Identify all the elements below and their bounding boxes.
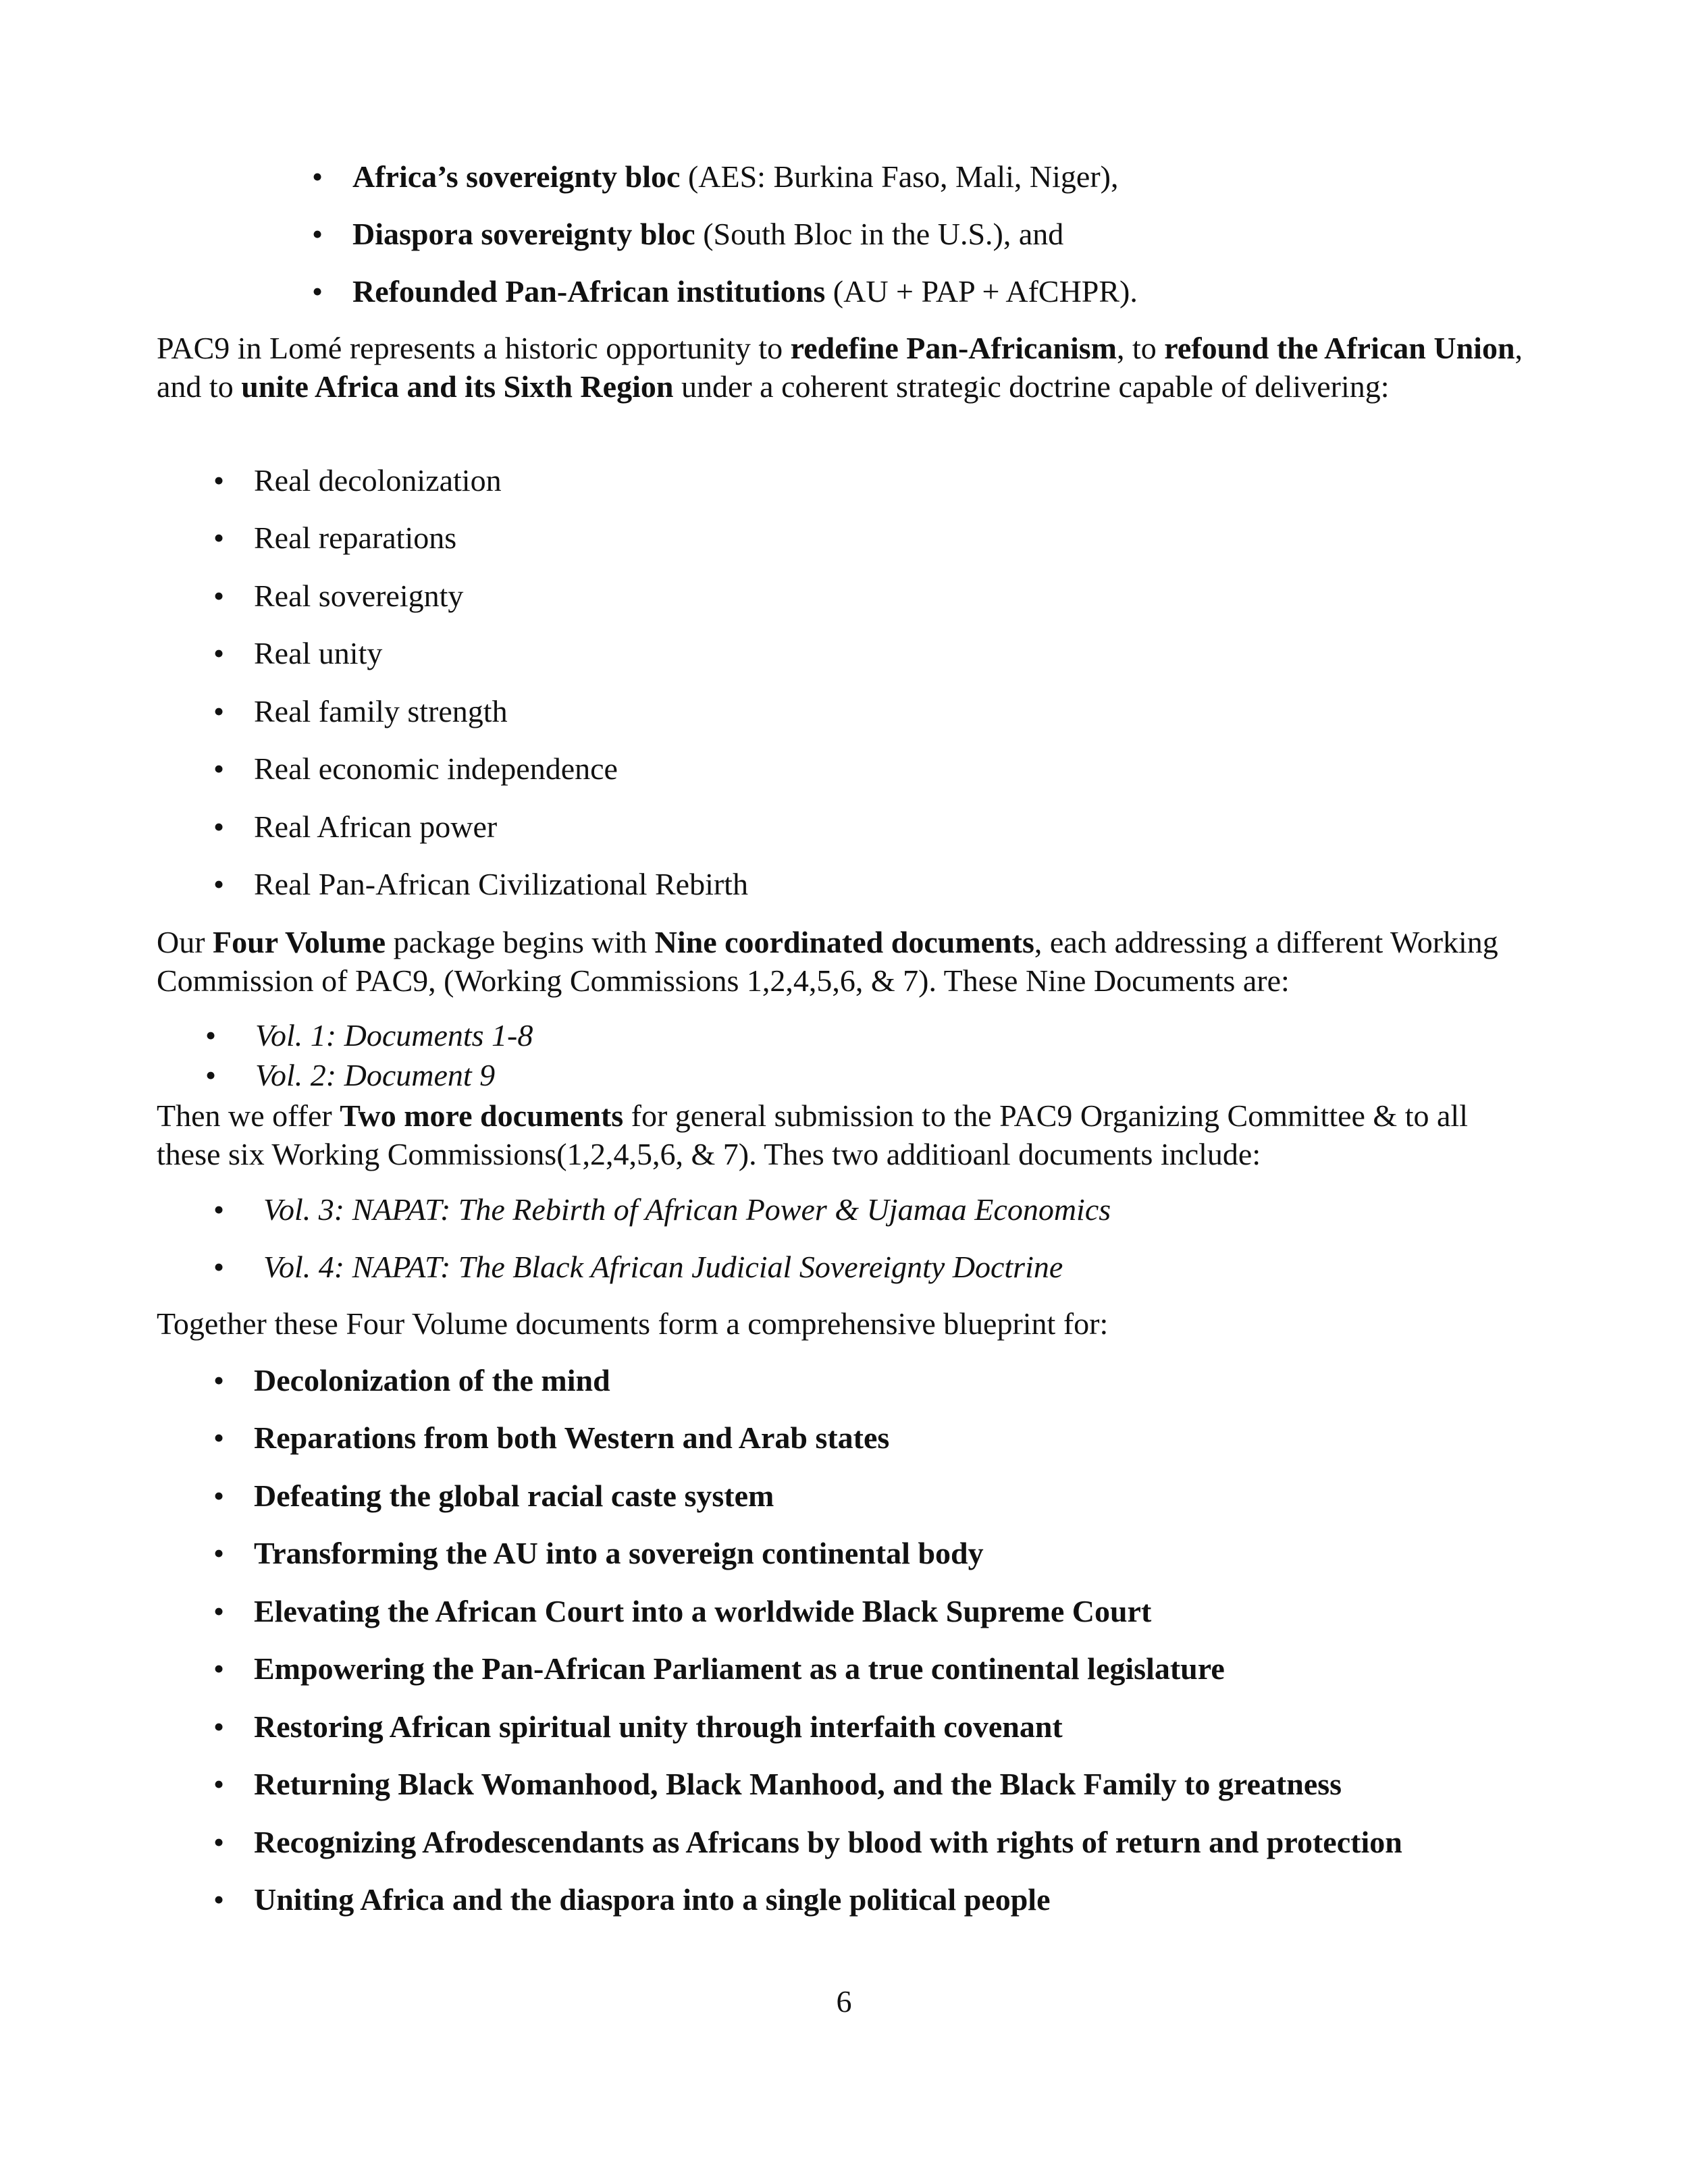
para1-text-4: under a coherent strategic doctrine capable of delivering: [673, 369, 1390, 404]
para1-text-2: , to [1117, 331, 1165, 365]
top-bullet-2-text: (South Bloc in the U.S.), and [695, 217, 1064, 251]
bullet-icon: • [213, 636, 225, 670]
bullet-icon: • [213, 867, 225, 901]
paragraph-together: Together these Four Volume documents form a comprehensive blueprint for: [157, 1306, 1109, 1341]
volume-item-text: Vol. 2: Document 9 [255, 1058, 496, 1092]
blueprint-item [254, 1592, 1151, 1631]
bullet-icon: • [213, 521, 225, 555]
real-list-item: Real African power [254, 809, 498, 844]
para2-bold-2: Nine coordinated documents [654, 925, 1034, 959]
real-list-item: Real family strength [254, 694, 508, 728]
bullet-icon: • [213, 751, 225, 786]
top-bullet-2-bold: Diaspora sovereignty bloc [352, 217, 695, 251]
blueprint-item-text: Restoring African spiritual unity through interfaith covenant [254, 1709, 1063, 1744]
top-bullet-1-text: (AES: Burkina Faso, Mali, Niger), [680, 159, 1119, 194]
volume-item [255, 1056, 495, 1095]
top-bullet-1 [352, 157, 1118, 196]
paragraph-two-more [157, 1096, 1534, 1173]
blueprint-item [254, 1534, 984, 1573]
blueprint-item [254, 1880, 1051, 1919]
volume-item-text: Vol. 4: NAPAT: The Black African Judicial Sovereignty Doctrine [263, 1250, 1063, 1284]
bullet-icon: • [312, 159, 323, 194]
blueprint-item [254, 1707, 1063, 1747]
blueprint-item [254, 1649, 1225, 1688]
blueprint-item [254, 1418, 889, 1458]
top-bullet-2 [352, 215, 1063, 254]
para1-bold-2: refound the African Union [1164, 331, 1515, 365]
bullet-icon: • [213, 1825, 225, 1859]
page-number: 6 [836, 1984, 852, 2019]
blueprint-item-text: Reparations from both Western and Arab states [254, 1420, 890, 1455]
bullet-icon: • [213, 463, 225, 498]
para1-bold-3: unite Africa and its Sixth Region [241, 369, 674, 404]
bullet-icon: • [213, 1767, 225, 1801]
volume-item-text: Vol. 1: Documents 1-8 [255, 1018, 533, 1053]
volume-item [263, 1190, 1111, 1229]
para2-bold-1: Four Volume [213, 925, 386, 959]
blueprint-item-text: Elevating the African Court into a worldwide Black Supreme Court [254, 1594, 1152, 1628]
bullet-icon: • [312, 274, 323, 309]
bullet-icon: • [213, 1250, 225, 1284]
para2-text-3: , each addressing a different Working Commission of PAC9, (Working Commissions 1,2,4,5,6, & 7). These Nine Documents are: [157, 925, 1498, 998]
bullet-icon: • [213, 1479, 225, 1513]
bullet-icon: • [213, 1363, 225, 1397]
blueprint-item-text: Recognizing Afrodescendants as Africans by blood with rights of return and protection [254, 1825, 1402, 1859]
bullet-icon: • [213, 579, 225, 613]
blueprint-item [254, 1765, 1342, 1804]
bullet-icon: • [205, 1018, 217, 1053]
para2-text-2: package begins with [386, 925, 655, 959]
volume-item [255, 1016, 533, 1055]
bullet-icon: • [213, 1420, 225, 1455]
bullet-icon: • [213, 809, 225, 844]
blueprint-item-text: Decolonization of the mind [254, 1363, 610, 1397]
top-bullet-3 [352, 272, 1138, 311]
bullet-icon: • [213, 1651, 225, 1686]
real-list-item: Real sovereignty [254, 579, 464, 613]
para1-bold-1: redefine Pan-Africanism [790, 331, 1117, 365]
real-list-item: Real unity [254, 636, 383, 670]
bullet-icon: • [213, 1882, 225, 1917]
blueprint-item-text: Transforming the AU into a sovereign continental body [254, 1536, 984, 1570]
real-list-item: Real decolonization [254, 463, 502, 498]
para3-bold-1: Two more documents [340, 1098, 624, 1133]
blueprint-item [254, 1361, 610, 1400]
top-bullet-3-text: (AU + PAP + AfCHPR). [825, 274, 1138, 309]
bullet-icon: • [213, 1536, 225, 1570]
blueprint-item-text: Returning Black Womanhood, Black Manhood, and the Black Family to greatness [254, 1767, 1342, 1801]
bullet-icon: • [213, 1709, 225, 1744]
top-bullet-1-bold: Africa’s sovereignty bloc [352, 159, 681, 194]
blueprint-item [254, 1476, 774, 1516]
para1-text-3: , and to [157, 331, 1523, 404]
para3-text-2: for general submission to the PAC9 Organizing Committee & to all these six Working Commissions(1,2,4,5,6, & 7). Thes two additioanl documents include: [157, 1098, 1468, 1171]
real-list-item: Real Pan-African Civilizational Rebirth [254, 867, 748, 901]
bullet-icon: • [213, 694, 225, 728]
bullet-icon: • [213, 1594, 225, 1628]
blueprint-item-text: Defeating the global racial caste system [254, 1479, 774, 1513]
paragraph-pac9 [157, 329, 1534, 406]
blueprint-item [254, 1823, 1402, 1862]
volume-item-text: Vol. 3: NAPAT: The Rebirth of African Power & Ujamaa Economics [263, 1192, 1111, 1227]
para2-text-1: Our [157, 925, 213, 959]
para1-text-1: PAC9 in Lomé represents a historic opportunity to [157, 331, 791, 365]
bullet-icon: • [205, 1058, 217, 1092]
blueprint-item-text: Empowering the Pan-African Parliament as a true continental legislature [254, 1651, 1225, 1686]
paragraph-four-volume [157, 923, 1534, 1000]
real-list-item: Real economic independence [254, 751, 618, 786]
para3-text-1: Then we offer [157, 1098, 340, 1133]
bullet-icon: • [312, 217, 323, 251]
volume-item [263, 1248, 1063, 1287]
blueprint-item-text: Uniting Africa and the diaspora into a single political people [254, 1882, 1051, 1917]
real-list-item: Real reparations [254, 521, 457, 555]
top-bullet-3-bold: Refounded Pan-African institutions [352, 274, 826, 309]
bullet-icon: • [213, 1192, 225, 1227]
